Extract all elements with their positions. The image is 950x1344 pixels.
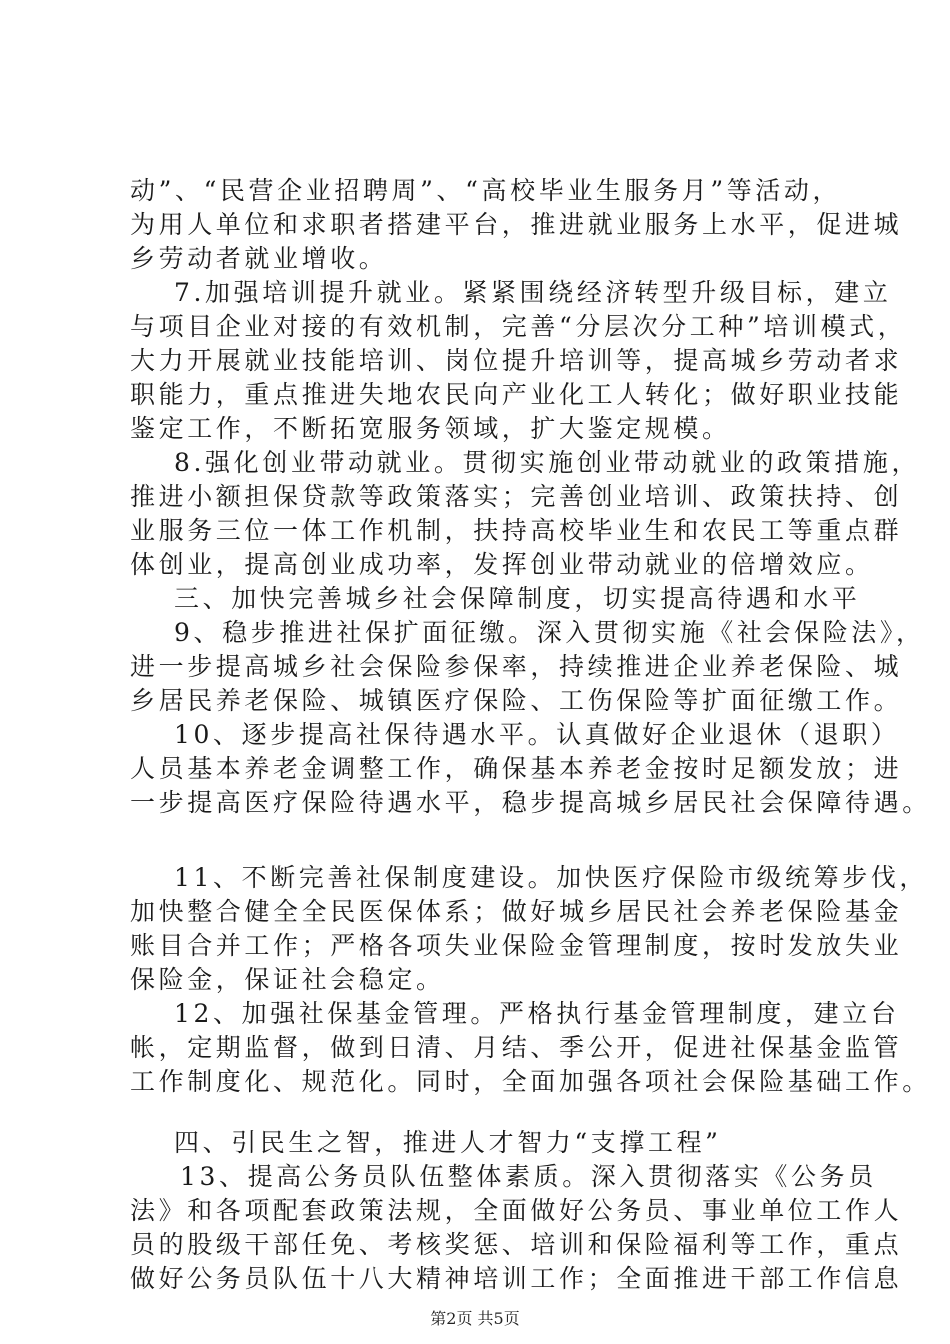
text-line: 鉴定工作，不断拓宽服务领域，扩大鉴定规模。 [130,414,731,443]
text-line: 加快整合健全全民医保体系；做好城乡居民社会养老保险基金 [130,897,903,926]
text-line: 10、逐步提高社保待遇水平。认真做好企业退休（退职） [174,720,900,749]
text-line: 做好公务员队伍十八大精神培训工作；全面推进干部工作信息 [130,1264,903,1293]
text-line: 人员基本养老金调整工作，确保基本养老金按时足额发放；进 [130,754,903,783]
text-line: 动”、“民营企业招聘周”、“高校毕业生服务月”等活动， [130,176,842,205]
text-line: 职能力，重点推进失地农民向产业化工人转化；做好职业技能 [130,380,903,409]
section-heading: 四、引民生之智，推进人才智力“支撑工程” [174,1128,722,1157]
text-line: 11、不断完善社保制度建设。加快医疗保险市级统筹步伐， [174,863,929,892]
text-line: 8.强化创业带动就业。贯彻实施创业带动就业的政策措施， [174,448,921,477]
text-line: 员的股级干部任免、考核奖惩、培训和保险福利等工作，重点 [130,1230,903,1259]
text-line: 进一步提高城乡社会保险参保率，持续推进企业养老保险、城 [130,652,903,681]
text-line: 12、加强社保基金管理。严格执行基金管理制度，建立台 [174,999,900,1028]
page-number: 第2页 共5页 [430,1309,520,1328]
text-line: 大力开展就业技能培训、岗位提升培训等，提高城乡劳动者求 [130,346,903,375]
text-line: 工作制度化、规范化。同时，全面加强各项社会保险基础工作。 [130,1067,931,1096]
text-line: 7.加强培训提升就业。紧紧围绕经济转型升级目标，建立 [174,278,892,307]
text-line: 一步提高医疗保险待遇水平，稳步提高城乡居民社会保障待遇。 [130,788,931,817]
text-line: 法》和各项配套政策法规，全面做好公务员、事业单位工作人 [130,1196,903,1225]
text-line: 乡劳动者就业增收。 [130,244,388,273]
text-line: 体创业，提高创业成功率，发挥创业带动就业的倍增效应。 [130,550,874,579]
text-line: 乡居民养老保险、城镇医疗保险、工伤保险等扩面征缴工作。 [130,686,903,715]
text-line: 与项目企业对接的有效机制，完善“分层次分工种”培训模式， [130,312,907,341]
text-line: 推进小额担保贷款等政策落实；完善创业培训、政策扶持、创 [130,482,903,511]
text-line: 帐，定期监督，做到日清、月结、季公开，促进社保基金监管 [130,1033,903,1062]
text-line: 9、稳步推进社保扩面征缴。深入贯彻实施《社会保险法》， [174,618,925,647]
text-line: 保险金，保证社会稳定。 [130,965,445,994]
section-heading: 三、加快完善城乡社会保障制度，切实提高待遇和水平 [174,584,861,613]
text-line: 账目合并工作；严格各项失业保险金管理制度，按时发放失业 [130,931,903,960]
text-line: 业服务三位一体工作机制，扶持高校毕业生和农民工等重点群 [130,516,903,545]
text-line: 为用人单位和求职者搭建平台，推进就业服务上水平，促进城 [130,210,903,239]
text-line: 13、提高公务员队伍整体素质。深入贯彻落实《公务员 [180,1162,877,1191]
